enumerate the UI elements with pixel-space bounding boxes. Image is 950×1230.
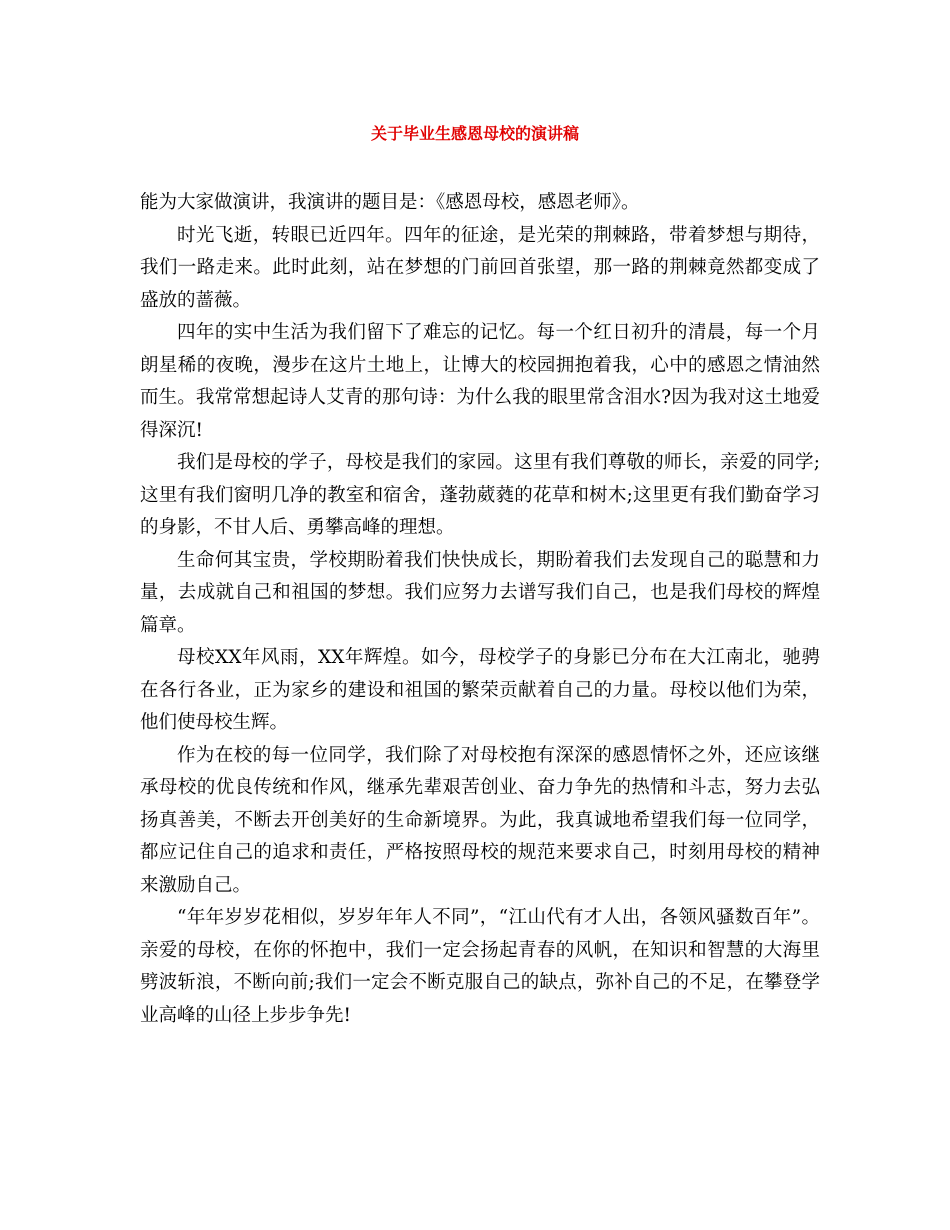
document-title: 关于毕业生感恩母校的演讲稿: [370, 124, 579, 143]
paragraph-history: 母校XX年风雨，XX年辉煌。如今，母校学子的身影已分布在大江南北，驰骋在各行各业，正为家乡的建设和祖国的繁荣贡献着自己的力量。母校以他们为荣，他们使母校生辉。: [140, 647, 820, 733]
paragraph-duty: 作为在校的每一位同学，我们除了对母校抱有深深的感恩情怀之外，还应该继承母校的优良传统和作风，继承先辈艰苦创业、奋力争先的热情和斗志，努力去弘扬真善美，不断去开创美好的生命新境界。为此，我真诚地希望我们每一位同学，都应记住自己的追求和责任，严格按照母校的规范来要求自己，时刻用母校的精神来激励自己。: [140, 744, 820, 896]
paragraph-intro: 能为大家做演讲，我演讲的题目是：《感恩母校，感恩老师》。: [140, 192, 640, 213]
paragraph-memory: 四年的实中生活为我们留下了难忘的记忆。每一个红日初升的清晨，每一个月朗星稀的夜晚，漫步在这片土地上，让博大的校园拥抱着我，心中的感恩之情油然而生。我常常想起诗人艾青的那句诗：为什么我的眼里常含泪水?因为我对这土地爱得深沉!: [140, 322, 820, 441]
paragraph-time: 时光飞逝，转眼已近四年。四年的征途，是光荣的荆棘路，带着梦想与期待，我们一路走来。此时此刻，站在梦想的门前回首张望，那一路的荆棘竟然都变成了盛放的蔷薇。: [140, 224, 820, 311]
paragraph-closing: “年年岁岁花相似，岁岁年年人不同”，“江山代有才人出，各领风骚数百年”。亲爱的母校，在你的怀抱中，我们一定会扬起青春的风帆，在知识和智慧的大海里劈波斩浪，不断向前;我们一定会不断克服自己的缺点，弥补自己的不足，在攀登学业高峰的山径上步步争先!: [140, 907, 820, 1026]
document-body: [140, 187, 820, 1032]
paragraph-life: 生命何其宝贵，学校期盼着我们快快成长，期盼着我们去发现自己的聪慧和力量，去成就自己和祖国的梦想。我们应努力去谱写我们自己，也是我们母校的辉煌篇章。: [140, 549, 820, 636]
paragraph-home: 我们是母校的学子，母校是我们的家园。这里有我们尊敬的师长，亲爱的同学;这里有我们窗明几净的教室和宿舍，蓬勃葳蕤的花草和树木;这里更有我们勤奋学习的身影，不甘人后、勇攀高峰的理想。: [140, 452, 820, 538]
